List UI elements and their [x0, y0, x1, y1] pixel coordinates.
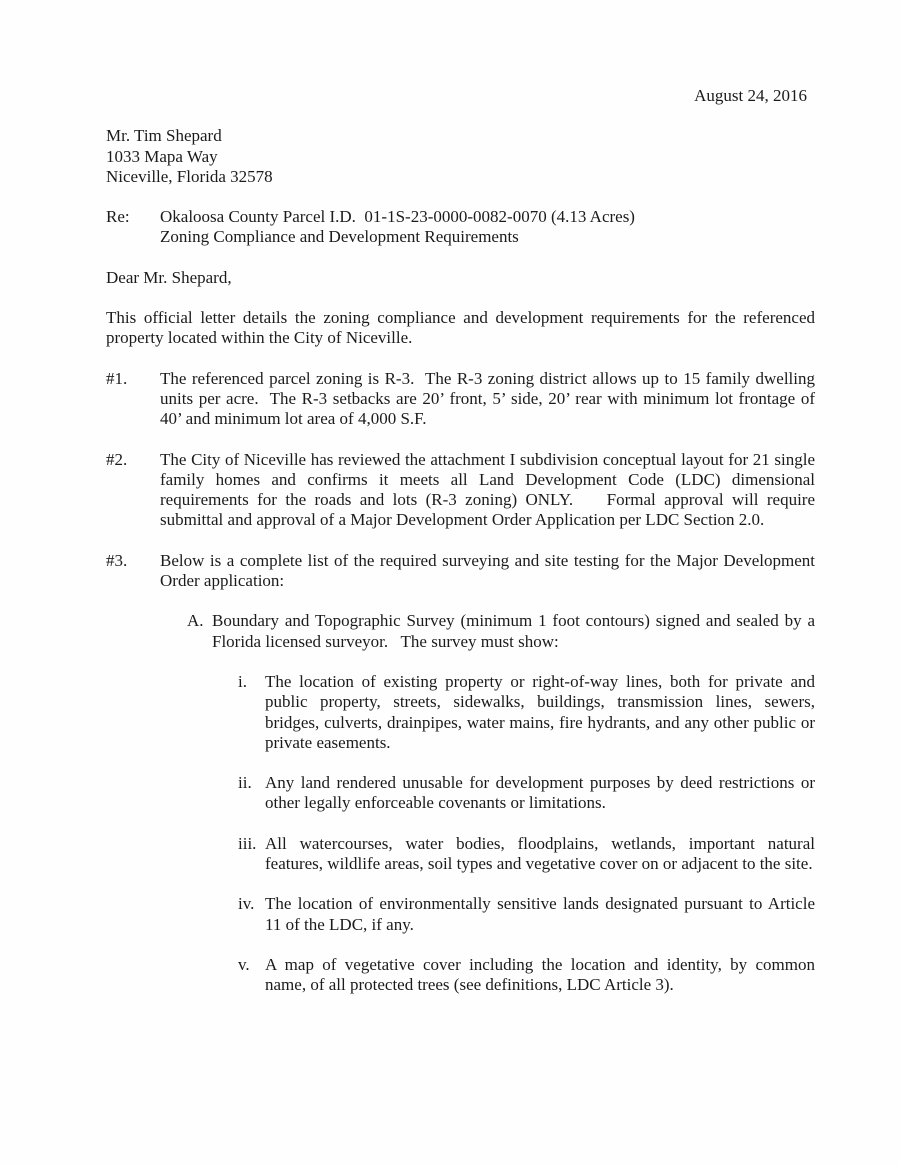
numbered-item-2 [106, 449, 820, 531]
letter-date: August 24, 2016 [694, 86, 807, 105]
roman-item-iii-text: All watercourses, water bodies, floodplains, wetlands, important natural features, wildlife areas, soil types and vegetative cover on or adjacent to the site. [265, 833, 820, 874]
roman-item-v-label: v. [238, 954, 250, 974]
salutation: Dear Mr. Shepard, [106, 267, 232, 287]
lettered-item-a-label: A. [187, 611, 204, 631]
re-block [106, 207, 815, 248]
numbered-item-2-text: The City of Niceville has reviewed the attachment I subdivision conceptual layout for 21 single family homes and confirms it meets all Land Development Code (LDC) dimensional requirements for the roads and lots (R-3 zoning) ONLY. Formal approval will require submittal and approval of a Major Development Order Application per LDC Section 2.0. [160, 449, 820, 530]
roman-item-ii-text: Any land rendered unusable for development purposes by deed restrictions or other legally enforceable covenants or limitations. [265, 773, 820, 813]
numbered-item-3 [106, 550, 820, 592]
roman-item-i-text: The location of existing property or right-of-way lines, both for private and public property, streets, sidewalks, buildings, transmission lines, sewers, bridges, culverts, drainpipes, water mains, fire hydrants, and any other public or private easements. [265, 671, 820, 752]
re-subject [160, 207, 815, 248]
roman-item-iv-label: iv. [238, 894, 255, 914]
lettered-item-a-text: Boundary and Topographic Survey (minimum 1 foot contours) signed and sealed by a Florida licensed surveyor. The survey must show: [212, 611, 820, 651]
roman-item-i [238, 671, 820, 753]
re-subject-line1: Okaloosa County Parcel I.D. 01-1S-23-0000-0082-0070 (4.13 Acres) [160, 207, 635, 227]
numbered-item-1-label: #1. [106, 368, 128, 388]
recipient-name: Mr. Tim Shepard [106, 126, 222, 146]
intro-paragraph: This official letter details the zoning compliance and development requirements for the referenced property located within the City of Niceville. [106, 308, 820, 348]
roman-item-ii [238, 773, 820, 814]
roman-item-ii-label: ii. [238, 773, 252, 793]
recipient-address-block [106, 126, 815, 187]
numbered-item-1-text: The referenced parcel zoning is R-3. The R-3 zoning district allows up to 15 family dwelling units per acre. The R-3 setbacks are 20’ front, 5’ side, 20’ rear with minimum lot frontage of 40’ and minimum lot area of 4,000 S.F. [160, 368, 820, 429]
roman-item-iv [238, 894, 820, 935]
numbered-item-1 [106, 368, 820, 430]
numbered-item-3-label: #3. [106, 550, 128, 570]
roman-item-i-label: i. [238, 671, 247, 691]
roman-item-v-text: A map of vegetative cover including the location and identity, by common name, of all protected trees (see definitions, LDC Article 3). [265, 954, 820, 995]
roman-item-v [238, 954, 820, 996]
roman-item-iv-text: The location of environmentally sensitive lands designated pursuant to Article 11 of the LDC, if any. [265, 894, 820, 934]
numbered-item-2-label: #2. [106, 449, 128, 469]
recipient-address-line2: Niceville, Florida 32578 [106, 166, 273, 186]
letter-content [106, 86, 820, 1016]
re-subject-line2: Zoning Compliance and Development Requirements [160, 227, 519, 247]
numbered-item-3-text: Below is a complete list of the required surveying and site testing for the Major Development Order application: [160, 550, 820, 591]
re-label: Re: [106, 207, 130, 227]
recipient-address-line1: 1033 Mapa Way [106, 146, 218, 166]
lettered-item-a [187, 611, 820, 652]
roman-item-iii-label: iii. [238, 833, 257, 853]
roman-item-iii [238, 833, 820, 875]
